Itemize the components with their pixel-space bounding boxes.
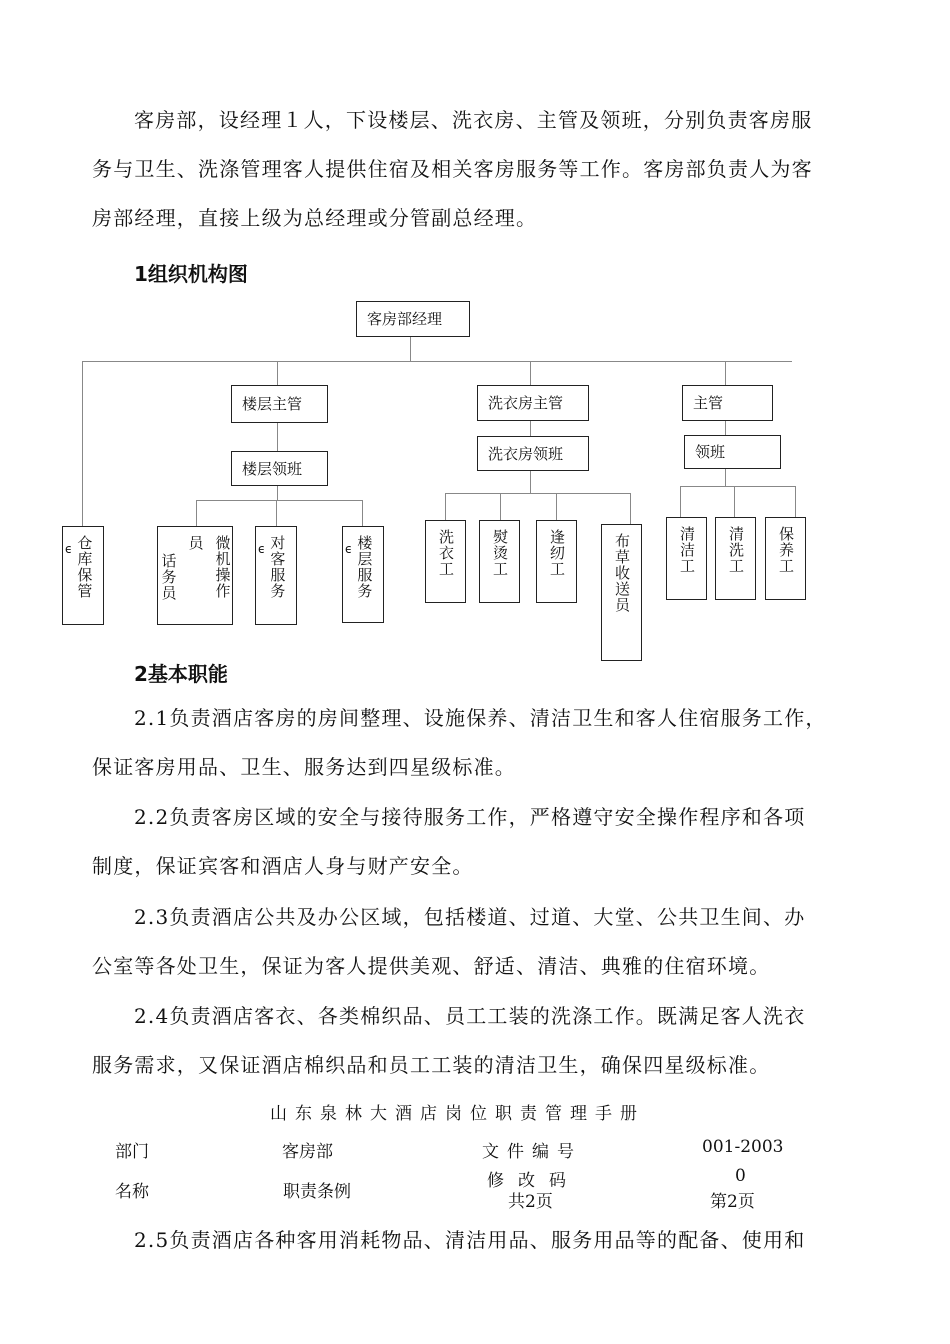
intro-line-2: 务与卫生、洗涤管理客人提供住宿及相关客房服务等工作。客房部负责人为客 — [92, 157, 813, 181]
node-label: 仓库保管 — [75, 535, 94, 599]
connector-line — [530, 471, 531, 493]
dept-label: 部门 — [115, 1142, 149, 1162]
connector-line — [500, 493, 501, 520]
node-label: 清洗工 — [727, 526, 745, 574]
node-label: 员 — [186, 535, 205, 551]
org-node-manager — [356, 301, 470, 337]
duty-text: 2.2负责客房区域的安全与接待服务工作，严格遵守安全操作程序和各项 — [134, 805, 806, 829]
revision-label: 修改码 — [487, 1171, 580, 1191]
duty-text: 2.4负责酒店客衣、各类棉织品、员工工装的洗涤工作。既满足客人洗衣 — [134, 1004, 806, 1028]
connector-line — [556, 493, 557, 520]
connector-line — [196, 500, 362, 501]
duty-text: 公室等各处卫生，保证为客人提供美观、舒适、清洁、典雅的住宿环境。 — [92, 954, 771, 978]
node-label: 楼层主管 — [242, 395, 303, 413]
org-node-laundry-supervisor — [477, 385, 589, 421]
dept-value: 客房部 — [282, 1142, 333, 1162]
org-node-laundry-leader — [477, 436, 589, 471]
connector-line — [680, 486, 795, 487]
node-label: 楼层服务 — [355, 535, 374, 599]
connector-line — [530, 421, 531, 436]
node-label: 布草收送员 — [613, 533, 631, 613]
org-node-linen — [601, 524, 642, 661]
connector-line — [630, 493, 631, 524]
node-mark: ϵ — [258, 542, 266, 556]
manual-title: 山东泉林大酒店岗位职责管理手册 — [270, 1104, 645, 1124]
org-node-warehouse — [62, 526, 104, 625]
connector-line — [530, 361, 531, 385]
node-label: 主管 — [693, 394, 724, 412]
intro-line-3: 房部经理，直接上级为总经理或分管副总经理。 — [92, 206, 538, 230]
node-mark: ϵ — [345, 542, 353, 556]
org-node-operator — [157, 526, 233, 625]
org-node-ironer — [479, 520, 520, 603]
connector-line — [82, 361, 83, 526]
connector-line — [277, 423, 278, 451]
connector-line — [795, 486, 796, 517]
org-node-supervisor — [682, 385, 773, 421]
connector-line — [445, 493, 630, 494]
connector-line — [277, 361, 278, 385]
total-pages: 共2页 — [508, 1192, 553, 1212]
intro-paragraph — [92, 96, 872, 243]
org-node-washer — [425, 520, 466, 603]
org-node-floor-service — [342, 526, 384, 623]
connector-line — [725, 361, 726, 385]
connector-line — [276, 500, 277, 526]
duty-text: 服务需求，又保证酒店棉织品和员工工装的清洁卫生，确保四星级标准。 — [92, 1053, 771, 1077]
section-2-heading: 2基本职能 — [134, 662, 228, 686]
node-label: 微机操作 — [213, 535, 232, 599]
org-node-floor-leader — [231, 451, 328, 486]
org-node-cleaner-2 — [715, 517, 756, 600]
doc-number-value: 001-2003 — [702, 1137, 784, 1157]
connector-line — [277, 486, 278, 500]
connector-line — [410, 337, 411, 361]
node-label: 话务员 — [159, 553, 178, 601]
name-value: 职责条例 — [283, 1182, 351, 1202]
connector-line — [445, 493, 446, 520]
node-label: 客房部经理 — [367, 310, 443, 328]
connector-line — [196, 500, 197, 526]
doc-number-label: 文件编号 — [482, 1142, 582, 1162]
node-label: 逢纫工 — [548, 529, 566, 577]
node-label: 对客服务 — [268, 535, 287, 599]
duty-2-5 — [92, 1216, 872, 1265]
duty-2-1 — [92, 694, 872, 792]
connector-line — [680, 486, 681, 517]
connector-line — [725, 421, 726, 435]
node-label: 熨烫工 — [491, 529, 509, 577]
connector-line — [82, 361, 792, 362]
section-1-heading: 1组织机构图 — [134, 262, 248, 286]
duty-2-4 — [92, 992, 872, 1090]
node-label: 洗衣工 — [437, 529, 455, 577]
duty-text: 2.5负责酒店各种客用消耗物品、清洁用品、服务用品等的配备、使用和 — [134, 1228, 806, 1252]
org-node-floor-supervisor — [231, 385, 328, 423]
org-node-cleaner — [666, 517, 707, 600]
duty-text: 2.3负责酒店公共及办公区域，包括楼道、过道、大堂、公共卫生间、办 — [134, 905, 806, 929]
node-mark: ϵ — [65, 542, 73, 556]
node-label: 楼层领班 — [242, 459, 303, 478]
duty-text: 2.1负责酒店客房的房间整理、设施保养、清洁卫生和客人住宿服务工作， — [134, 706, 827, 730]
org-node-leader — [684, 435, 781, 469]
node-label: 领班 — [695, 443, 726, 461]
node-label: 保养工 — [777, 526, 795, 574]
connector-line — [362, 500, 363, 526]
name-label: 名称 — [115, 1182, 149, 1202]
connector-line — [725, 469, 726, 486]
duty-2-3 — [92, 893, 872, 991]
page-number: 第2页 — [710, 1192, 755, 1212]
connector-line — [734, 486, 735, 517]
node-label: 清洁工 — [678, 526, 696, 574]
node-label: 洗衣房主管 — [488, 394, 564, 412]
duty-text: 制度，保证宾客和酒店人身与财产安全。 — [92, 854, 474, 878]
intro-line-1: 客房部，设经理１人，下设楼层、洗衣房、主管及领班，分别负责客房服 — [134, 108, 813, 132]
node-label-group — [186, 535, 205, 551]
node-label: 洗衣房领班 — [488, 444, 564, 463]
duty-text: 保证客房用品、卫生、服务达到四星级标准。 — [92, 755, 516, 779]
org-node-maintenance — [765, 517, 806, 600]
revision-value: 0 — [735, 1166, 746, 1186]
duty-2-2 — [92, 793, 872, 891]
org-node-service-desk — [255, 526, 297, 625]
org-node-sewer — [536, 520, 577, 603]
